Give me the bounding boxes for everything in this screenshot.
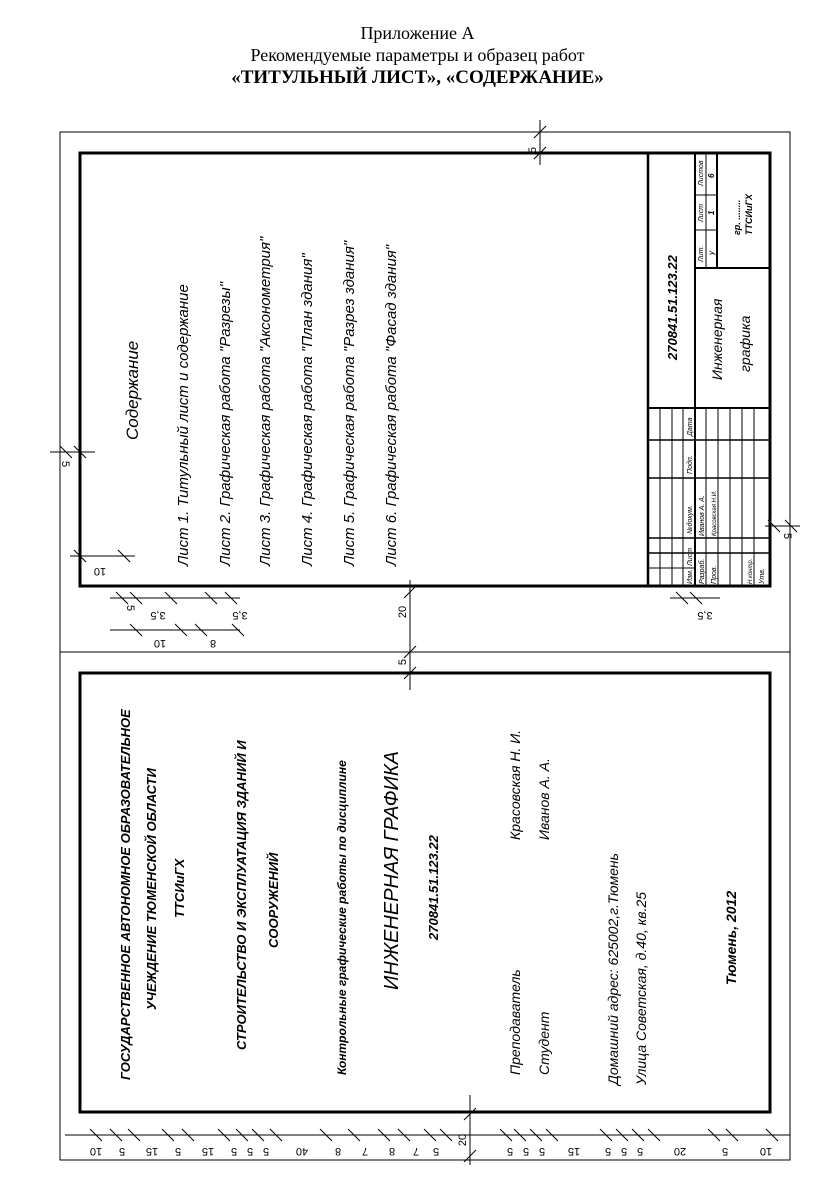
spec-line-1: СТРОИТЕЛЬСТВО И ЭКСПЛУАТАЦИЯ ЗДАНИЙ И bbox=[234, 740, 249, 1050]
contents-item: Лист 6. Графическая работа "Фасад здания" bbox=[383, 244, 400, 566]
dim-label: 8 bbox=[334, 1145, 342, 1157]
dim-label: 20 bbox=[397, 605, 409, 619]
stamp-row-nkontr: Н.контр. bbox=[748, 558, 754, 584]
student-name: Иванов А. А. bbox=[536, 758, 552, 840]
contents-item: Лист 4. Графическая работа "План здания" bbox=[299, 253, 316, 566]
contents-item: Лист 2. Графическая работа "Разрезы" bbox=[217, 281, 234, 566]
stamp-texts bbox=[665, 160, 766, 585]
org-line-2: УЧЕЖДЕНИЕ ТЮМЕНСКОЙ ОБЛАСТИ bbox=[144, 768, 159, 1010]
dim-label: 3,5 bbox=[232, 609, 248, 621]
stamp-head-lit: Лит. bbox=[698, 245, 705, 262]
dim-label: 5 bbox=[124, 604, 136, 612]
student-label: Студент bbox=[536, 1011, 552, 1075]
dim-label: 15 bbox=[145, 1145, 159, 1157]
org-abbr: ТТСИиГХ bbox=[172, 858, 187, 918]
stamp-subject-1: Инженерная bbox=[709, 298, 725, 380]
dim-label: 5 bbox=[781, 532, 793, 540]
dim-label: 5 bbox=[246, 1145, 254, 1157]
stamp-val-list: 1 bbox=[707, 210, 716, 215]
appendix-heading: «ТИТУЛЬНЫЙ ЛИСТ», «СОДЕРЖАНИЕ» bbox=[231, 67, 604, 88]
org-line-1: ГОСУДАРСТВЕННОЕ АВТОНОМНОЕ ОБРАЗОВАТЕЛЬНОЕ bbox=[118, 709, 133, 1080]
dim-label: 5 bbox=[636, 1145, 644, 1157]
dim-label: 5 bbox=[230, 1145, 238, 1157]
dim-label: 5 bbox=[522, 1145, 530, 1157]
dim-label: 7 bbox=[361, 1145, 369, 1157]
dim-label: 5 bbox=[604, 1145, 612, 1157]
dim-label: 5 bbox=[174, 1145, 182, 1157]
dim-label: 15 bbox=[201, 1145, 215, 1157]
contents-item: Лист 5. Графическая работа "Разрез здания" bbox=[341, 240, 358, 566]
dim-label: 5 bbox=[118, 1145, 126, 1157]
dim-label: 5 bbox=[397, 658, 409, 666]
teacher-label: Преподаватель bbox=[507, 969, 523, 1075]
stamp-col-list: Лист bbox=[687, 547, 694, 566]
stamp-group-2: ТТСИиГХ bbox=[744, 194, 754, 235]
dim-label: 5 bbox=[527, 146, 539, 154]
title-sheet bbox=[118, 709, 739, 1087]
address-line-1: Домашний адрес: 625002,г.Тюмень bbox=[605, 853, 621, 1085]
stamp-head-list: Лист bbox=[698, 203, 705, 222]
dim-label: 40 bbox=[295, 1145, 309, 1157]
stamp-col-podp: Подп. bbox=[687, 455, 694, 474]
contents-title: Содержание bbox=[123, 340, 142, 440]
stamp-col-ndoc: №докум. bbox=[687, 505, 694, 534]
dim-label: 5 bbox=[262, 1145, 270, 1157]
appendix-subtitle: Рекомендуемые параметры и образец работ bbox=[250, 45, 585, 65]
discipline: ИНЖЕНЕРНАЯ ГРАФИКА bbox=[381, 751, 403, 990]
stamp-col-data: Дата bbox=[687, 417, 694, 436]
stamp-row-razrab: Разраб. bbox=[699, 558, 706, 584]
dim-label: 5 bbox=[432, 1145, 440, 1157]
stamp-subject-2: графика bbox=[737, 315, 753, 372]
dim-label: 8 bbox=[209, 637, 217, 649]
dim-label: 5 bbox=[721, 1145, 729, 1157]
dim-label: 5 bbox=[506, 1145, 514, 1157]
stamp-col-izm: Изм. bbox=[687, 569, 694, 584]
stamp-name-prov: Красовская Н.И. bbox=[712, 490, 718, 536]
dim-label: 5 bbox=[59, 460, 71, 468]
stamp-head-listov: Листов bbox=[698, 160, 705, 186]
dim-label: 10 bbox=[93, 565, 107, 577]
city-year: Тюмень, 2012 bbox=[723, 890, 739, 985]
dim-label: 20 bbox=[457, 1133, 469, 1147]
stamp-row-utv: Утв. bbox=[759, 568, 766, 584]
stamp-val-listov: 6 bbox=[707, 173, 716, 178]
stamp-code: 270841.51.123.22 bbox=[665, 255, 680, 360]
appendix-title: Приложение А bbox=[360, 23, 475, 43]
dim-label: 3,5 bbox=[150, 609, 166, 621]
contents-item: Лист 1. Титульный лист и содержание bbox=[175, 284, 192, 566]
dim-label: 3,5 bbox=[697, 609, 713, 621]
dim-label: 8 bbox=[388, 1145, 396, 1157]
work-type: Контрольные графические работы по дисциплине bbox=[335, 760, 349, 1075]
contents-item: Лист 3. Графическая работа "Аксонометрия" bbox=[257, 236, 274, 566]
address-line-2: Улица Советская, д.40, кв.25 bbox=[633, 891, 649, 1085]
dim-label: 10 bbox=[759, 1145, 773, 1157]
dim-label: 20 bbox=[673, 1145, 687, 1157]
dim-label: 10 bbox=[89, 1145, 103, 1157]
contents-sheet bbox=[123, 236, 400, 567]
stamp-val-lit: у bbox=[707, 251, 716, 255]
dim-label: 15 bbox=[567, 1145, 581, 1157]
stamp-row-prov: Пров. bbox=[711, 565, 718, 584]
title-code: 270841.51.123.22 bbox=[426, 835, 441, 940]
spec-line-2: СООРУЖЕНИЙ bbox=[266, 852, 281, 948]
sheet-outlines bbox=[60, 132, 790, 1160]
dim-label: 10 bbox=[153, 637, 167, 649]
dim-label: 5 bbox=[538, 1145, 546, 1157]
stamp-group-1: гр. ........ bbox=[732, 199, 742, 235]
dim-label: 7 bbox=[412, 1145, 420, 1157]
dim-label: 5 bbox=[620, 1145, 628, 1157]
stamp-name-razrab: Иванов А. А. bbox=[699, 495, 706, 536]
teacher-name: Красовская Н. И. bbox=[507, 729, 523, 840]
